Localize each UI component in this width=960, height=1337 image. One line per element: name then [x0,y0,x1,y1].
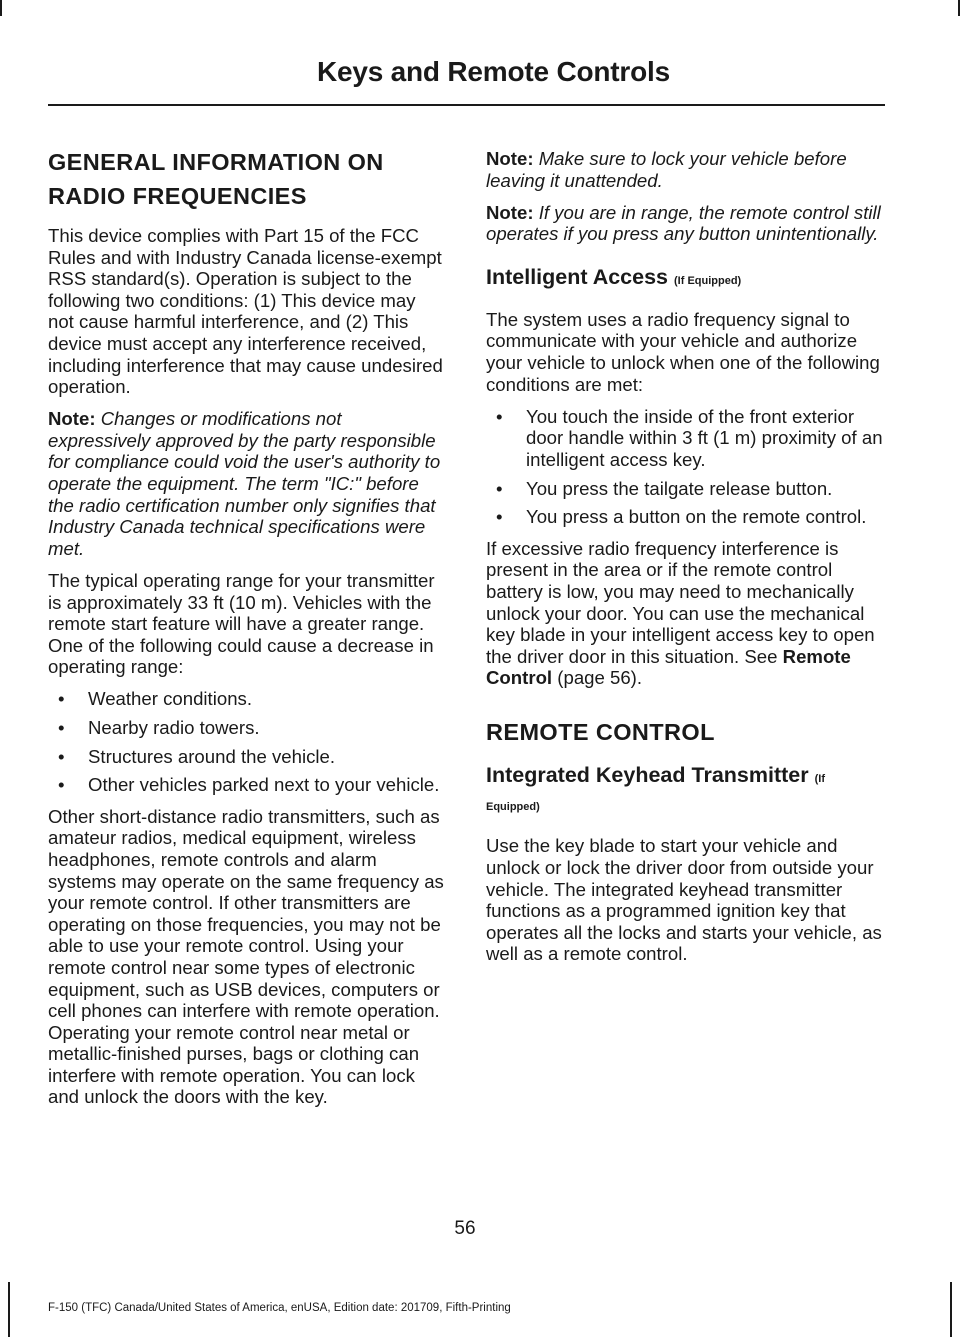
note-label: Note: [486,201,534,223]
qualifier-if-equipped: (If Equipped) [674,274,742,287]
list-item: • Other vehicles parked next to your vehicle. [58,774,440,796]
qualifier-if: (If [814,773,825,786]
note-label: Note: [486,148,534,169]
cross-reference-link[interactable]: Remote Control [486,645,851,689]
list-item: • You press the tailgate release button. [496,477,833,499]
range-factors-list [48,688,446,795]
page-number: 56 [454,1218,476,1239]
list-item: • You press a button on the remote control. [496,506,867,528]
bullet-icon: • [496,506,503,528]
subheading-integrated-keyhead-transmitter: Integrated Keyhead Transmitter (If Equipped) [486,761,884,821]
keyhead-transmitter-paragraph: Use the key blade to start your vehicle and unlock or lock the driver door from outside your vehicle. The integrated keyhead transmitter functions as a programmed ignition key that operates all the locks and starts your vehicle, as well as a remote control. [486,835,882,965]
list-item: • Nearby radio towers. [58,716,260,738]
bullet-icon: • [58,745,65,767]
note-label: Note: [48,408,96,430]
list-item: • Weather conditions. [58,688,252,710]
note-text: Changes or modifications not expressively approved by the party responsible for compliance could void the user's authority to operate the equipment. The term "IC:" before the radio certification number only signifies that Industry Canada technical specifications were met. [48,408,441,559]
note-text: If you are in range, the remote control still operates if you press any button unintentionally. [486,201,881,245]
crop-mark-bottom-left [8,1282,10,1337]
page-header-title: Keys and Remote Controls [316,56,670,87]
spacer [486,699,884,715]
unlock-conditions-list [486,406,884,528]
bullet-icon: • [58,688,65,710]
intelligent-access-intro: The system uses a radio frequency signal to communicate with your vehicle and authorize your vehicle to unlock when one of the following conditions are met: [486,308,880,395]
bullet-icon: • [58,774,65,796]
note-text: Make sure to lock your vehicle before leaving it unattended. [486,148,847,191]
note-modifications [48,408,446,559]
bullet-icon: • [58,716,65,738]
subheading-intelligent-access: Intelligent Access (If Equipped) [486,264,742,289]
note-range [486,202,884,245]
interference-unlock-paragraph: If excessive radio frequency interference is present in the area or if the remote control battery is low, you may need to mechanically unlock your door. You can use the mechanical key blade in your intelligent access key to open the driver door in this situation. See Remote Control (page 56). [486,537,875,689]
compliance-paragraph: This device complies with Part 15 of the FCC Rules and with Industry Canada license-exempt RSS standard(s). Operation is subject to the following two conditions: (1) This device may not cause harmful interference, and (2) This device must accept any interference received, including interference that may cause undesired operation. [48,225,443,398]
section-heading-remote-control: REMOTE CONTROL [486,719,715,746]
left-column [48,145,446,1119]
interference-paragraph: Other short-distance radio transmitters, such as amateur radios, medical equipment, wireless headphones, remote controls and alarm systems may operate on the same frequency as your remote control. If other transmitters are operating on those frequencies, you may not be able to use your remote control. Using your remote control near some types of electronic equipment, such as USB devices, computers or cell phones can interfere with remote operation. Operating your remote control near metal or metallic-finished purses, bags or clothing can interfere with remote operation. You can lock and unlock the doors with the key. [48,805,444,1108]
list-item: • Structures around the vehicle. [58,745,336,767]
bullet-icon: • [496,477,503,499]
crop-mark-bottom-right [950,1282,952,1337]
crop-mark-top-left [0,0,2,16]
bullet-icon: • [496,405,503,427]
list-item: • You touch the inside of the front exterior door handle within 3 ft (1 m) proximity of an intelligent access key. [496,405,883,470]
qualifier-equipped: Equipped) [486,801,540,814]
section-heading-radio-frequencies: GENERAL INFORMATION ON RADIO FREQUENCIES [48,149,384,209]
right-column [486,148,884,975]
footer-edition-info: F-150 (TFC) Canada/United States of America, enUSA, Edition date: 201709, Fifth-Printing [48,1302,511,1314]
range-paragraph: The typical operating range for your transmitter is approximately 33 ft (10 m). Vehicles with the remote start feature will have a greater range. One of the following could cause a decrease in operating range: [48,569,435,678]
header-rule [48,104,885,106]
note-lock-vehicle [486,148,884,191]
